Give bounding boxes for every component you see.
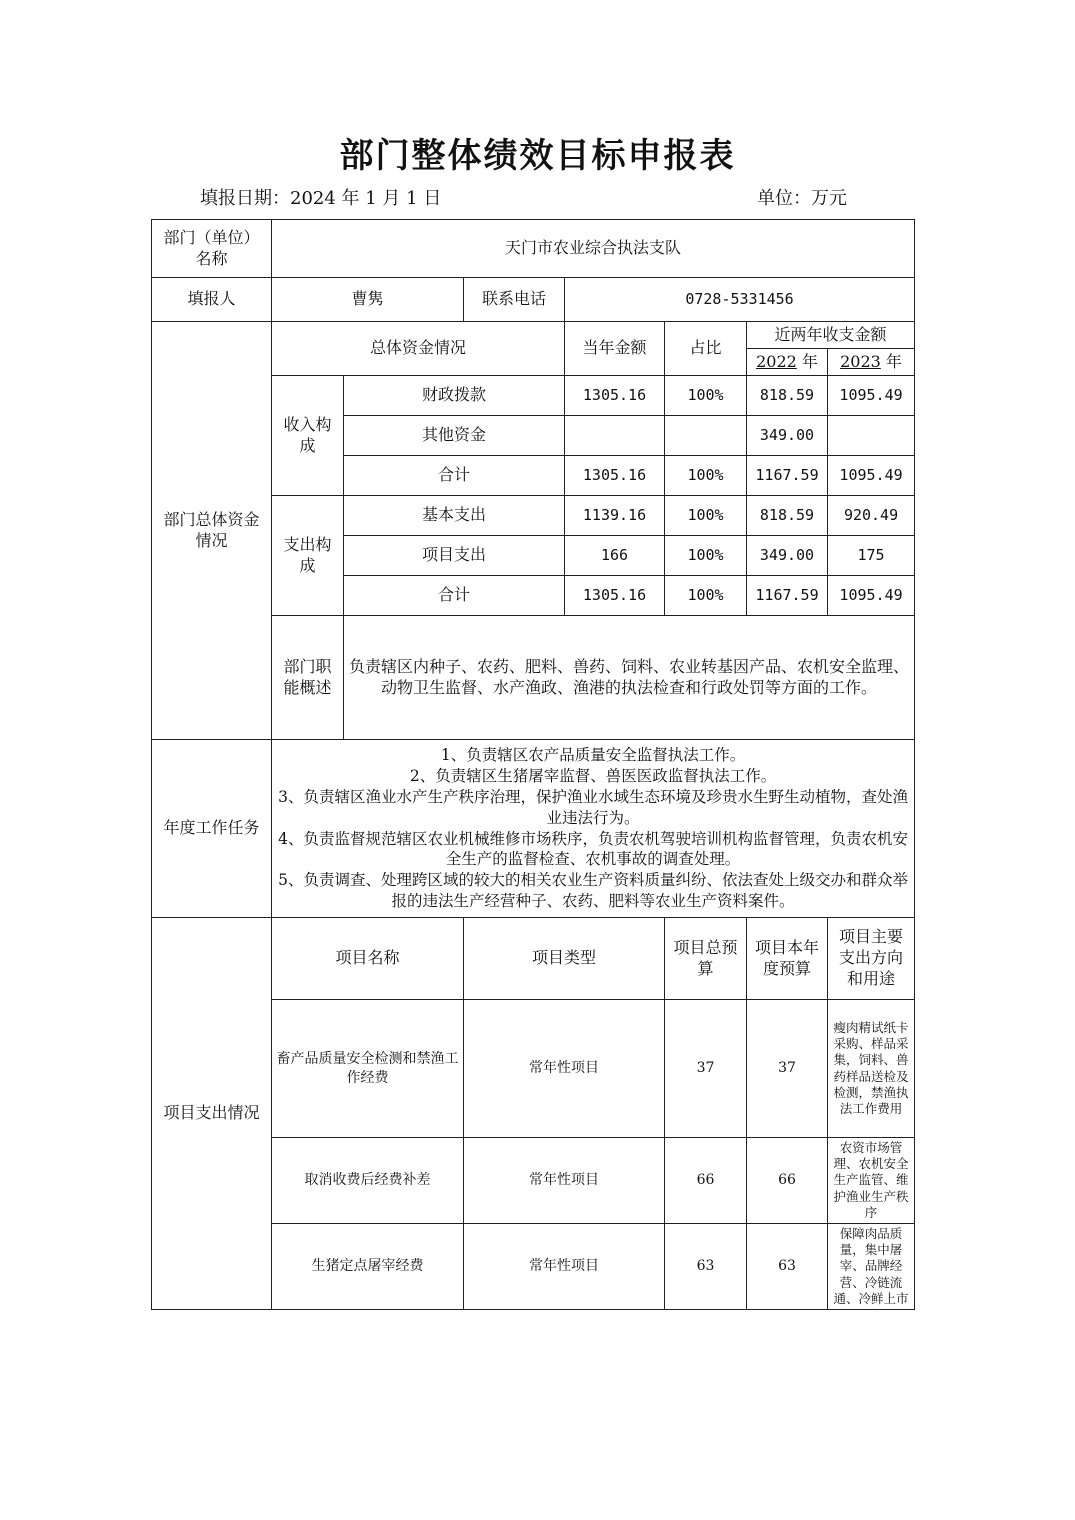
col-project-name: 项目名称 [272,918,464,1000]
col-project-total: 项目总预算 [665,918,747,1000]
dept-name-row [152,220,915,278]
col-project-type: 项目类型 [464,918,665,1000]
filler-row [152,278,915,322]
income-2022: 1167.59 [747,456,828,496]
project-name: 取消收费后经费补差 [272,1138,464,1224]
income-current [565,416,665,456]
col-project-use: 项目主要支出方向和用途 [828,918,915,1000]
project-type: 常年性项目 [464,1138,665,1224]
income-ratio: 100% [665,376,747,416]
year-2023-header: 2023 年 [828,349,915,376]
recent-years-header: 近两年收支金额 [747,322,915,349]
expense-name: 合计 [344,576,565,616]
expense-current: 1305.16 [565,576,665,616]
project-name: 畜产品质量安全检测和禁渔工作经费 [272,1000,464,1138]
task-item: 2、负责辖区生猪屠宰监督、兽医医政监督执法工作。 [409,766,777,785]
income-2023: 1095.49 [828,376,915,416]
tasks-row [152,740,915,918]
project-use: 农资市场管理、农机安全生产监管、维护渔业生产秩序 [828,1138,915,1224]
income-current: 1305.16 [565,376,665,416]
income-name: 合计 [344,456,565,496]
expense-2023: 175 [828,536,915,576]
tasks-list [272,740,915,918]
project-use: 保障肉品质量，集中屠宰、品牌经营、冷链流通、冷鲜上市 [828,1224,915,1310]
income-current: 1305.16 [565,456,665,496]
income-2022: 818.59 [747,376,828,416]
filler-label: 填报人 [152,278,272,322]
phone-value: 0728-5331456 [565,278,915,322]
expense-current: 1139.16 [565,496,665,536]
expense-ratio: 100% [665,576,747,616]
project-use: 瘦肉精试纸卡采购、样品采集，饲料、兽药样品送检及检测，禁渔执法工作费用 [828,1000,915,1138]
expense-name: 基本支出 [344,496,565,536]
expense-2022: 1167.59 [747,576,828,616]
tasks-label: 年度工作任务 [152,740,272,918]
dept-name-value: 天门市农业综合执法支队 [272,220,915,278]
project-total: 37 [665,1000,747,1138]
expense-2023: 920.49 [828,496,915,536]
income-ratio: 100% [665,456,747,496]
funds-header-row-1 [152,322,915,349]
task-item: 4、负责监督规范辖区农业机械维修市场秩序，负责农机驾驶培训机构监督管理，负责农机安全生产的监督检查、农机事故的调查处理。 [278,829,908,869]
project-name: 生猪定点屠宰经费 [272,1224,464,1310]
income-2022: 349.00 [747,416,828,456]
task-item: 3、负责辖区渔业水产生产秩序治理，保护渔业水域生态环境及珍贵水生野生动植物，查处渔业违法行为。 [278,787,908,827]
funds-section-label: 部门总体资金情况 [152,322,272,740]
income-2023: 1095.49 [828,456,915,496]
expense-2022: 349.00 [747,536,828,576]
income-name: 财政拨款 [344,376,565,416]
expense-current: 166 [565,536,665,576]
task-item: 5、负责调查、处理跨区域的较大的相关农业生产资料质量纠纷、依法查处上级交办和群众举报的违法生产经营种子、农药、肥料等农业生产资料案件。 [278,871,908,911]
overall-funds-label: 总体资金情况 [272,322,565,376]
expense-name: 项目支出 [344,536,565,576]
filler-value: 曹隽 [272,278,464,322]
project-year: 37 [747,1000,828,1138]
phone-label: 联系电话 [464,278,565,322]
current-amount-header: 当年金额 [565,322,665,376]
page-title: 部门整体绩效目标申报表 [339,136,736,176]
project-total: 66 [665,1138,747,1224]
dept-name-label: 部门（单位）名称 [152,220,272,278]
project-type: 常年性项目 [464,1000,665,1138]
task-item: 1、负责辖区农产品质量安全监督执法工作。 [440,745,746,764]
performance-table [151,219,915,1310]
project-year: 63 [747,1224,828,1310]
expense-2022: 818.59 [747,496,828,536]
expense-ratio: 100% [665,496,747,536]
expense-ratio: 100% [665,536,747,576]
projects-label: 项目支出情况 [152,918,272,1310]
fill-date: 填报日期：2024 年 1 月 1 日 [200,188,442,209]
col-project-year: 项目本年度预算 [747,918,828,1000]
function-label: 部门职能概述 [272,616,344,740]
income-2023 [828,416,915,456]
unit-label: 单位：万元 [757,188,847,209]
expense-label: 支出构成 [272,496,344,616]
ratio-header: 占比 [665,322,747,376]
project-year: 66 [747,1138,828,1224]
project-type: 常年性项目 [464,1224,665,1310]
expense-2023: 1095.49 [828,576,915,616]
project-total: 63 [665,1224,747,1310]
income-name: 其他资金 [344,416,565,456]
income-ratio [665,416,747,456]
year-2022-header: 2022 年 [747,349,828,376]
function-text: 负责辖区内种子、农药、肥料、兽药、饲料、农业转基因产品、农机安全监理、动物卫生监督、水产渔政、渔港的执法检查和行政处罚等方面的工作。 [344,616,915,740]
income-label: 收入构成 [272,376,344,496]
projects-header-row [152,918,915,1000]
